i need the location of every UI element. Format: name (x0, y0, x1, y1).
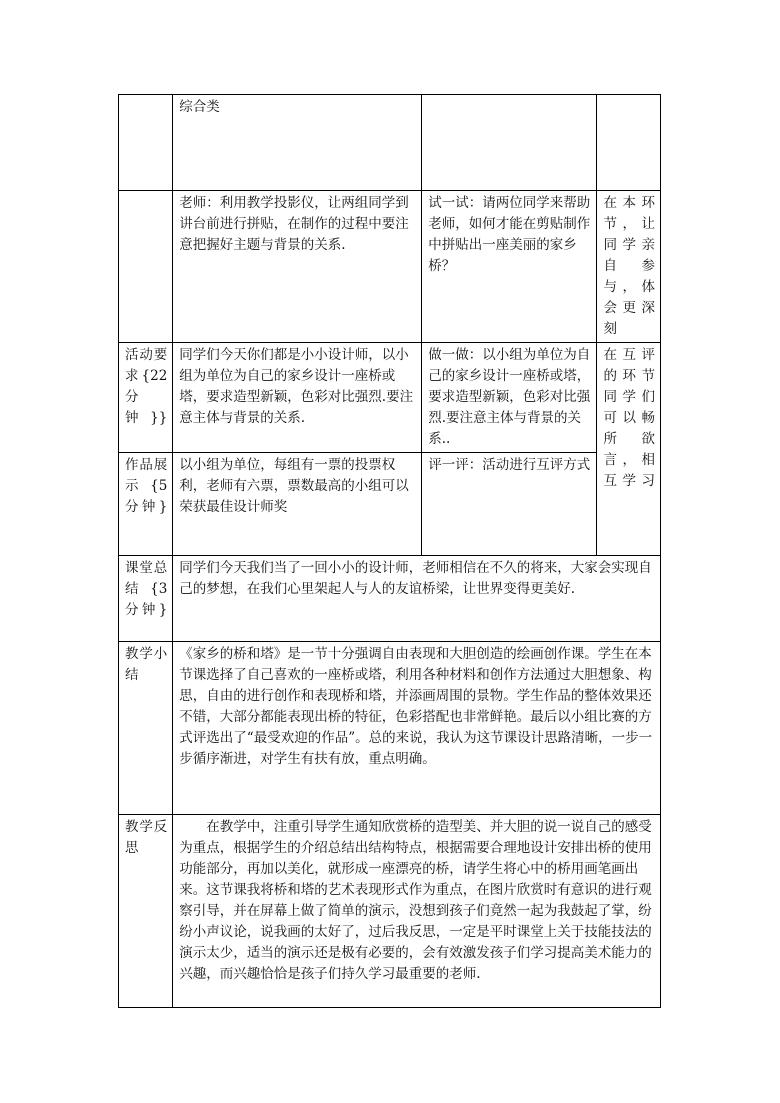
row-label: 活动要求{22分钟}} (119, 343, 173, 453)
table-row (119, 453, 661, 556)
row-label: 教学小结 (119, 642, 173, 815)
student-activity: 试一试：请两位同学来帮助老师，如何才能在剪贴制作中拼贴出一座美丽的家乡桥？ (422, 191, 597, 343)
design-note: 在本环节，让同学亲自参与，体会更深刻 (597, 191, 661, 343)
student-activity: 做一做：以小组为单位为自己的家乡设计一座桥或塔，要求造型新颖，色彩对比强烈.要注意主体与背景的关系.. (422, 343, 597, 453)
teacher-activity: 综合类 (173, 95, 422, 191)
lesson-plan-table (118, 94, 661, 1008)
table-row (119, 642, 661, 815)
design-note: 在互评的环节同学们可以畅所欲言，相互学习 (597, 343, 661, 556)
teacher-activity: 老师：利用教学投影仪，让两组同学到讲台前进行拼贴，在制作的过程中要注意把握好主题与背景的关系. (173, 191, 422, 343)
row-label (119, 95, 173, 191)
table-row (119, 556, 661, 642)
teaching-summary-content: 《家乡的桥和塔》是一节十分强调自由表现和大胆创造的绘画创作课。学生在本节课选择了自己喜欢的一座桥或塔，利用各种材料和创作方法通过大胆想象、构思，自由的进行创作和表现桥和塔，并添画周围的景物。学生作品的整体效果还不错，大部分都能表现出桥的特征，色彩搭配也非常鲜艳。最后以小组比赛的方式评选出了“最受欢迎的作品”。总的来说，我认为这节课设计思路清晰，一步一步循序渐进，对学生有扶有放，重点明确。 (173, 642, 661, 815)
student-activity (422, 95, 597, 191)
row-label: 教学反思 (119, 815, 173, 1008)
table-row (119, 343, 661, 453)
table-row (119, 191, 661, 343)
row-label: 作品展示{5分钟} (119, 453, 173, 556)
table-row (119, 95, 661, 191)
table-row (119, 815, 661, 1008)
teacher-activity: 同学们今天你们都是小小设计师，以小组为单位为自己的家乡设计一座桥或塔，要求造型新颖，色彩对比强烈.要注意主体与背景的关系. (173, 343, 422, 453)
row-label: 课堂总结{3分钟} (119, 556, 173, 642)
summary-content: 同学们今天我们当了一回小小的设计师，老师相信在不久的将来，大家会实现自己的梦想，在我们心里架起人与人的友谊桥梁，让世界变得更美好. (173, 556, 661, 642)
design-note (597, 95, 661, 191)
student-activity: 评一评：活动进行互评方式 (422, 453, 597, 556)
teaching-reflection-content: 在教学中，注重引导学生通知欣赏桥的造型美、并大胆的说一说自己的感受为重点，根据学生的介绍总结出结构特点，根据需要合理地设计安排出桥的使用功能部分，再加以美化，就形成一座漂亮的桥，请学生将心中的桥用画笔画出来。这节课我将桥和塔的艺术表现形式作为重点，在图片欣赏时有意识的进行观察引导，并在屏幕上做了简单的演示，没想到孩子们竟然一起为我鼓起了掌，纷纷小声议论，说我画的太好了，过后我反思，一定是平时课堂上关于技能技法的演示太少，适当的演示还是极有必要的，会有效激发孩子们学习提高美术能力的兴趣，而兴趣恰恰是孩子们持久学习最重要的老师. (173, 815, 661, 1008)
teacher-activity: 以小组为单位，每组有一票的投票权利，老师有六票，票数最高的小组可以荣获最佳设计师奖 (173, 453, 422, 556)
row-label (119, 191, 173, 343)
